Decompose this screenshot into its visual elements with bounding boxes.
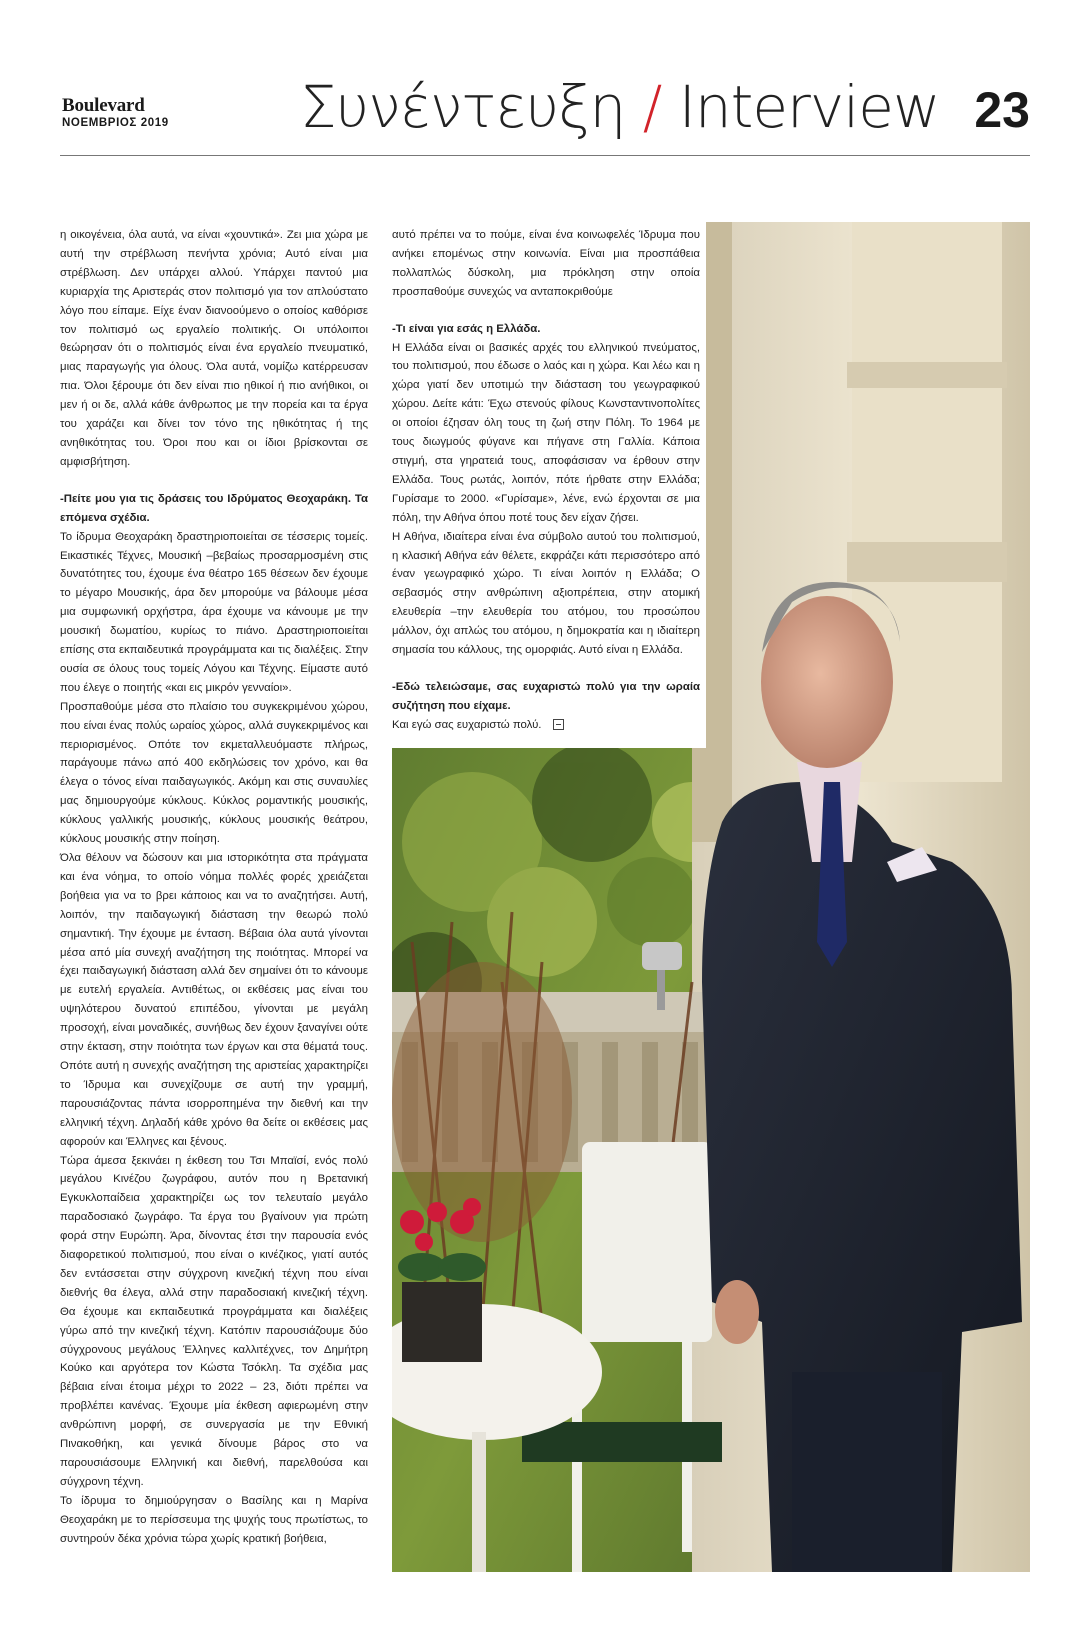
end-of-article-icon [553,719,564,730]
masthead [62,96,169,130]
paragraph: Όλα θέλουν να δώσουν και μια ιστορικότητα στα πράγματα και ένα νόημα, το οποίο νόημα πολλές φορές χρειάζεται βοήθεια για να το βρει κάποιος και να το αναζητήσει. Αυτή, λοιπόν, την παιδαγωγική διάσταση την θεωρώ πολύ σημαντική. Την έχουμε με ένταση. Βέβαια όλα αυτά γίνονται μέσα από μία συνεχή αναζήτηση της ποιότητας. Μπορεί να έχει παιδαγωγική διάσταση αλλά δεν σημαίνει ότι το κάνουμε με ευτελή εργαλεία. Αντιθέτως, οι εκθέσεις μας είναι του υψηλότερου δυνατού επιπέδου, γίνονται με μεγάλη προσοχή, είναι μοναδικές, συνήθως δεν έχουν ξαναγίνει ούτε στην έκταση, στην ποιότητα των έργων και στα θέματά τους. Οπότε αυτή η συνεχής αναζήτηση της αριστείας χαρακτηρίζει το Ίδρυμα και συνεχίζουμε σε αυτή την γραμμή, παρουσιάζοντας πάντα ισορροπημένα την διεθνή και την ελληνική τέχνη. Δηλαδή κάθε χρόνο θα δείτε οι εκθέσεις μας αφορούν και Έλληνες και ξένους. [60,852,368,1148]
section-title [300,72,939,142]
brand-name: Boulevard [62,95,145,116]
paragraph: Προσπαθούμε μέσα στο πλαίσιο του συγκεκριμένου χώρου, που είναι ένας πολύς ωραίος χώρος, αλλά συγκεκριμένος και περιορισμένος. Οπότε τον εκμεταλλευόμαστε πλήρως, παράγουμε πάνω από 400 εκδηλώσεις τον χρόνο, και θα έλεγα ο τόνος είναι παιδαγωγικός. Ακόμη και στις συναυλίες μας δημιουργούμε κύκλους. Κύκλος ρομαντικής μουσικής, κύκλους γαλλικής μουσικής, κύκλους μουσικής θεάτρου, κύκλους μουσικής στην ποίηση. [60,700,368,846]
interview-question: -Εδώ τελειώσαμε, σας ευχαριστώ πολύ για την ωραία συζήτηση που είχαμε. [392,680,700,712]
paragraph: Τώρα άμεσα ξεκινάει η έκθεση του Τσι Μπαϊσί, ενός πολύ μεγάλου Κινέζου ζωγράφου, αυτόν που η Βρετανική Εγκυκλοπαίδεια χαρακτηρίζει ως τον τελευταίο μεγάλο παραδοσιακό ζωγράφο. Τα έργα του βγαίνουν για πρώτη φορά στην Ευρώπη. Άρα, δίνοντας έτσι την παρουσία ενός διαφορετικού πολιτισμού, που είναι ο κινέζικος, γιατί αυτός δεν εντάσσεται στην σύγχρονη κινεζική τέχνη που είναι διεθνής θα έλεγα, αλλά στην παραδοσιακή κινεζική τέχνη. Θα έχουμε και εκπαιδευτικά προγράμματα και διαλέξεις γύρω από την κινεζική τέχνη. Κατόπιν παρουσιάζουμε δύο σύγχρονους μεγάλους Έλληνες καλλιτέχνες, τον Δημήτρη Κούκο και αργότερα τον Κώστα Τσόκλη. Τα σχέδια μας βέβαια είναι έτοιμα μέχρι το 2022 – 23, διότι πρέπει να προβλέπει κανένας. Έχουμε μία έκθεση αφιερωμένη στην ανθρώπινη μορφή, σε συνεργασία με την Εθνική Πινακοθήκη, και γενικά δίνουμε βάρος στο να παρουσιάσουμε Ελληνική και διεθνή, παρελθούσα και σύγχρονη τέχνη. [60,1154,368,1488]
paragraph: Η Αθήνα, ιδιαίτερα είναι ένα σύμβολο αυτού του πολιτισμού, η κλασική Αθήνα εάν θέλετε, εκφράζει κάτι περισσότερο από έναν γεωγραφικό χώρο. Τι είναι λοιπόν η Ελλάδα; Ο σεβασμός στην ανθρώπινη αξιοπρέπεια, στην ατομική ελευθερία –την ελευθερία του ατόμου, του προσώπου μάλλον, όχι απλώς του ατόμου, η δημοκρατία και η ιδιαίτερη σημασία του κάλλους, της ομορφιάς. Αυτό είναι η Ελλάδα. [392,530,700,657]
issue-date: ΝΟΕΜΒΡΙΟΣ 2019 [62,117,169,129]
interview-question: -Πείτε μου για τις δράσεις του Ιδρύματος Θεοχαράκη. Τα επόμενα σχέδια. [60,492,368,524]
section-title-english: Interview [678,73,940,141]
section-title-slash: / [642,73,662,141]
closing-text: Και εγώ σας ευχαριστώ πολύ. [392,718,542,731]
paragraph: η οικογένεια, όλα αυτά, να είναι «χουντικά». Ζει μια χώρα με αυτή την στρέβλωση πενήντα χρόνια; Αυτό είναι μια στρέβλωση. Δεν υπάρχει αλλού. Υπάρχει παντού μια κυριαρχία της Αριστεράς στον πολιτισμό για τον απλούστατο λόγο που είπαμε. Είχε έναν διανοούμενο ο οποίος καθόρισε τον πολιτισμό ως εργαλείο πολιτικής. Οι υπόλοιποι θεώρησαν ότι ο πολιτισμός είναι ένα εργαλείο πνευματικό, μιας παραγωγής για όλους. Όλα αυτά, νομίζω κατέρρευσαν πια. Όλοι ξέρουμε ότι δεν είναι πιο ηθικοί ή πιο ανήθικοι, οι μεν ή οι δε, αλλά κάθε άνθρωπος με την πορεία και τα έργα του χαράζει και δίνει τον τόνο της ηθικότητας ή της ανηθικότητας του. Όροι που και οι ίδιοι βρίσκονται σε αμφισβήτηση. [60,229,368,468]
paragraph: Το ίδρυμα Θεοχαράκη δραστηριοποιείται σε τέσσερις τομείς. Εικαστικές Τέχνες, Μουσική –βεβαίως προσαρμοσμένη στις δυνατότητες του, έχουμε ένα θέατρο 165 θέσεων δεν έχουμε το μέγαρο Μουσικής, άρα δεν μπορούμε να βάλουμε μέσα μια συμφωνική ορχήστρα, άρα έχουμε να κάνουμε με την μουσική δωματίου, κυρίως το πιάνο. Δραστηριοποιείται επίσης στα εκπαιδευτικά προγράμματα και τις διαλέξεις. Στην ουσία σε όλους τους τομείς Λόγου και Τέχνης. Είμαστε αυτό που έλεγε ο ποιητής «και εις μικρόν γενναίοι». [60,530,368,694]
page-number: 23 [974,82,1030,138]
header-divider [60,155,1030,156]
paragraph: Το ίδρυμα το δημιούργησαν ο Βασίλης και η Μαρίνα Θεοχαράκη με το περίσσευμα της ψυχής τους πρωτίστως, το συντηρούν δέκα χρόνια τώρα χωρίς κρατική βοήθεια, [60,1494,368,1545]
section-title-greek: Συνέντευξη [300,73,626,141]
article-column-1 [60,226,368,1549]
paragraph: αυτό πρέπει να το πούμε, είναι ένα κοινωφελές Ίδρυμα που ανήκει επομένως στην κοινωνία. Είναι μια προσπάθεια πολλαπλώς δύσκολη, μια πρόκληση στην οποία προσπαθούμε συνεχώς να ανταποκριθούμε [392,229,700,298]
paragraph: Η Ελλάδα είναι οι βασικές αρχές του ελληνικού πνεύματος, του πολιτισμού, που έδωσε ο λαός και η χώρα. Και λέω και η χώρα γιατί δεν υποτιμώ την διάσταση του γεωγραφικού χώρου. Δείτε κάτι: Έχω στενούς φίλους Κωνσταντινοπολίτες οι οποίοι έζησαν όλη τους τη ζωή στην Πόλη. Το 1964 με τους διωγμούς φύγανε και πήγανε στη Γαλλία. Κάποια στιγμή, στα γηρατειά τους, αποφάσισαν να έρθουν στην Ελλάδα. Τους ρωτάς, λοιπόν, πότε ήρθατε στην Ελλάδα; Γυρίσαμε το 2000. «Γυρίσαμε», λένε, ενώ έρχονται σε μια πόλη, την Αθήνα όπου ποτέ τους δεν είχαν ζήσει. [392,341,700,524]
article-column-2 [392,226,700,735]
interview-question: -Τι είναι για εσάς η Ελλάδα. [392,322,541,335]
closing-paragraph [392,716,700,735]
